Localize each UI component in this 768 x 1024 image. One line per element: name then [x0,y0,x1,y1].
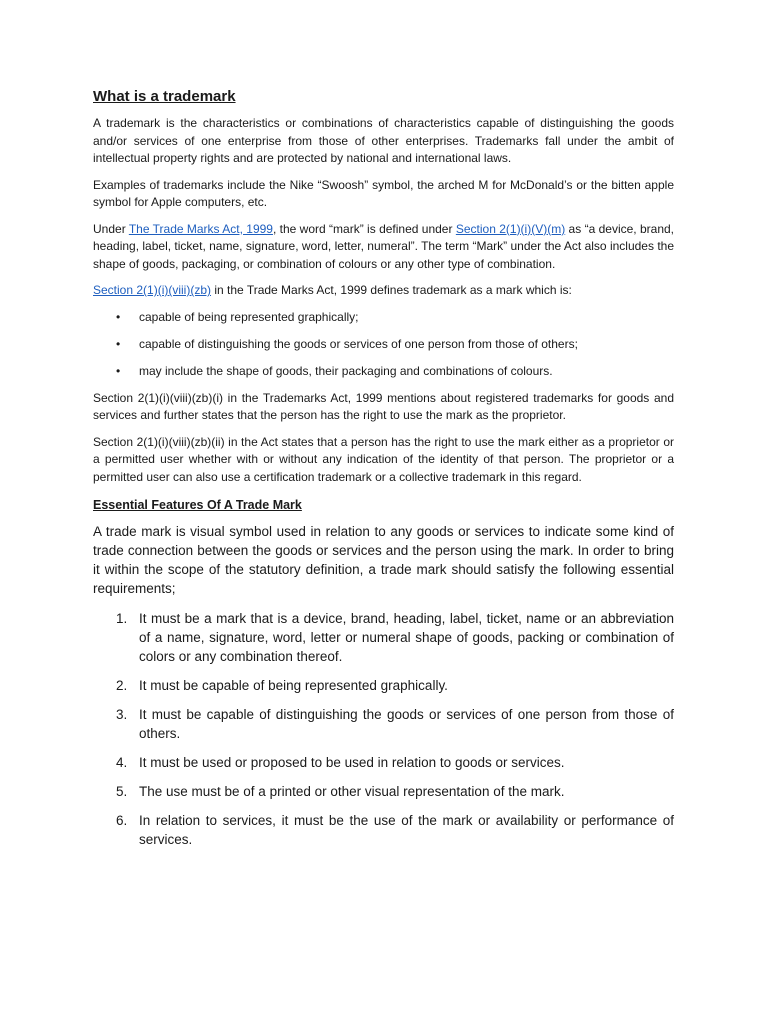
requirements-numbered-list [93,609,674,849]
page-title: What is a trademark [93,88,236,105]
list-item-text: may include the shape of goods, their packaging and combinations of colours. [139,363,553,378]
text-segment: Under [93,221,129,236]
bullet-icon: • [116,309,121,324]
list-item-text: In relation to services, it must be the use of the mark or availability or performance of services. [139,813,674,847]
text-segment: in the Trade Marks Act, 1999 defines trademark as a mark which is: [211,283,572,297]
list-number: 3. [116,707,128,722]
list-item-text: It must be a mark that is a device, brand, heading, label, ticket, name or an abbreviation of a name, signature, word, letter or numeral shape of goods, packing or combination of colors or any combination thereof. [139,611,674,664]
bullet-icon: • [116,336,121,351]
paragraph-permitted-user: Section 2(1)(i)(viii)(zb)(ii) in the Act states that a person has the right to use the mark either as a proprietor or a permitted user whether with or without any indication of the identity of that person. The proprietor or a permitted user can also use a certification trademark or a collective trademark in this regard. [93,434,674,484]
list-item [93,705,674,743]
section-heading-essential-features: Essential Features Of A Trade Mark [93,498,302,512]
bullet-icon: • [116,363,121,378]
list-item [93,363,674,381]
list-item-text: The use must be of a printed or other visual representation of the mark. [139,784,565,799]
list-number: 4. [116,755,128,770]
section-2-1-i-viii-zb-link[interactable]: Section 2(1)(i)(viii)(zb) [93,283,212,297]
list-item [93,753,674,772]
paragraph-act-definition [93,221,674,274]
list-item [93,609,674,666]
list-item-text: capable of distinguishing the goods or services of one person from those of others; [139,336,578,351]
section-2-1-i-v-m-link[interactable]: Section 2(1)(i)(V)(m) [455,221,566,236]
trade-marks-act-link[interactable]: The Trade Marks Act, 1999 [128,221,273,236]
list-number: 5. [116,784,128,799]
list-number: 2. [116,678,128,693]
paragraph-examples: Examples of trademarks include the Nike “Swoosh” symbol, the arched M for McDonald’s or the bitten apple symbol for Apple computers, etc. [93,177,674,209]
list-number: 1. [116,611,128,626]
list-item-text: It must be used or proposed to be used in relation to goods or services. [139,755,565,770]
list-item [93,309,674,327]
list-item-text: capable of being represented graphically; [139,309,359,324]
list-item-text: It must be capable of distinguishing the goods or services of one person from those of others. [139,707,674,741]
criteria-bullet-list [93,309,674,381]
list-item [93,676,674,695]
paragraph-essential-intro: A trade mark is visual symbol used in relation to any goods or services to indicate some kind of trade connection between the goods or services and the person using the mark. In order to bring it within the scope of the statutory definition, a trade mark should satisfy the following essential requirements; [93,524,674,596]
document-body [93,88,674,859]
paragraph-section-zb [93,282,674,300]
text-segment: , the word “mark” is defined under [272,221,456,236]
paragraph-definition: A trademark is the characteristics or combinations of characteristics capable of distinguishing the goods and/or services of one enterprise from those of other enterprises. Trademarks fall under the ambit of intellectual property rights and are protected by national and international laws. [93,116,674,165]
list-item [93,782,674,801]
list-item [93,336,674,354]
paragraph-registered-trademarks: Section 2(1)(i)(viii)(zb)(i) in the Trademarks Act, 1999 mentions about registered trademarks for goods and services and further states that the person has the right to use the mark as the proprietor. [93,390,674,422]
list-item [93,811,674,849]
text-segment: as “a device, brand, heading, label, ticket, name, signature, word, letter, numeral”. The term “Mark” under the Act also includes the shape of goods, packaging, or combination of colours or any other type of combination. [93,221,674,271]
list-number: 6. [116,813,128,828]
list-item-text: It must be capable of being represented graphically. [139,678,448,693]
